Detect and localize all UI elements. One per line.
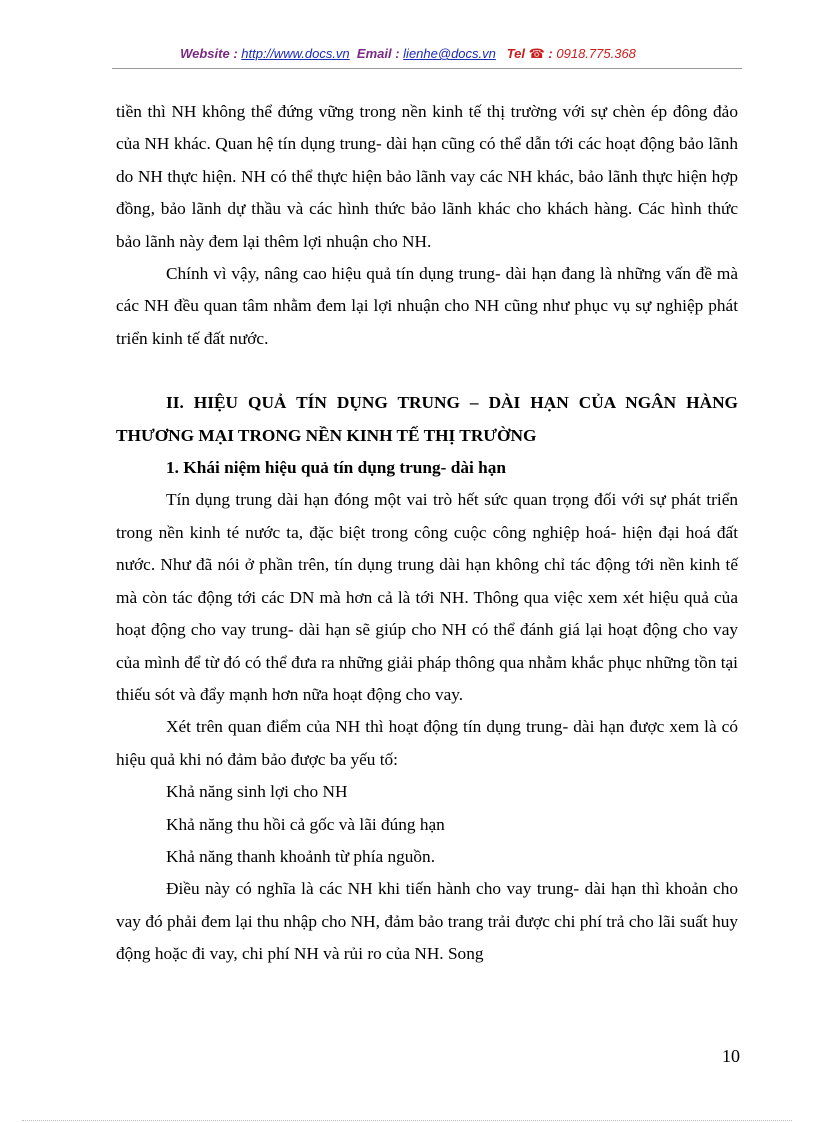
paragraph-3: Tín dụng trung dài hạn đóng một vai trò hết sức quan trọng đối với sự phát triển trong nền kinh té nước ta, đặc biệt trong công cuộc công nghiệp hoá- hiện đại hoá đất nước. Như đã nói ở phần trên, tín dụng trung dài hạn không chỉ tác động tới nền kinh tế mà còn tác động tới các DN mà hơn cả là tới NH. Thông qua việc xem xét hiệu quả của hoạt động cho vay trung- dài hạn sẽ giúp cho NH có thể đánh giá lại hoạt động cho vay của mình để từ đó có thể đưa ra những giải pháp thông qua nhằm khắc phục những tồn tại thiếu sót và đẩy mạnh hơn nữa hoạt động cho vay.	[116, 490, 738, 704]
website-label: Website :	[180, 46, 238, 61]
page-number: 10	[722, 1046, 740, 1066]
tel-value: 0918.775.368	[552, 46, 636, 61]
list-item: Khả năng thanh khoảnh từ phía nguồn.	[166, 846, 436, 866]
paragraph-2: Chính vì vậy, nâng cao hiệu quả tín dụng trung- dài hạn đang là những vấn đề mà các NH đều quan tâm nhằm đem lại lợi nhuận cho NH cũng như phục vụ sự nghiệp phát triển kinh tế đất nước.	[116, 264, 738, 348]
email-label: Email	[356, 46, 392, 61]
page-header	[0, 46, 816, 62]
list-item: Khả năng thu hồi cả gốc và lãi đúng hạn	[166, 814, 445, 834]
header-divider	[112, 68, 742, 69]
subsection-heading: 1. Khái niệm hiệu quả tín dụng trung- dài hạn	[166, 458, 506, 478]
list-item: Khả năng sinh lợi cho NH	[166, 782, 348, 802]
page-bottom-border	[22, 1120, 792, 1121]
email-separator: :	[391, 46, 400, 61]
email-link[interactable]: lienhe@docs.vn	[403, 46, 496, 61]
paragraph-4: Xét trên quan điểm của NH thì hoạt động tín dụng trung- dài hạn được xem là có hiệu quả khi nó đảm bảo được ba yếu tố:	[116, 717, 738, 769]
paragraph-1: tiền thì NH không thể đứng vững trong nền kinh tế thị trường với sự chèn ép đông đảo của NH khác. Quan hệ tín dụng trung- dài hạn cũng có thể dẫn tới các hoạt động bảo lãnh do NH thực hiện. NH có thể thực hiện bảo lãnh vay các NH khác, bảo lãnh thực hiện hợp đồng, bảo lãnh dự thầu và các hình thức bảo lãnh khác cho khách hàng. Các hình thức bảo lãnh này đem lại thêm lợi nhuận cho NH.	[116, 102, 738, 251]
paragraph-spacer	[116, 355, 738, 387]
section-heading: II. HIỆU QUẢ TÍN DỤNG TRUNG – DÀI HẠN CỦA NGÂN HÀNG THƯƠNG MẠI TRONG NỀN KINH TẾ THỊ TRƯỜNG	[116, 393, 738, 445]
paragraph-5: Điều này có nghĩa là các NH khi tiến hành cho vay trung- dài hạn thì khoản cho vay đó phải đem lại thu nhập cho NH, đảm bảo trang trải được chi phí trả cho lãi suất huy động hoặc đi vay, chi phí NH và rủi ro của NH. Song	[116, 879, 738, 964]
tel-label: Tel ☎ :	[506, 46, 553, 61]
website-link[interactable]: http://www.docs.vn	[241, 46, 350, 61]
document-body	[116, 96, 738, 971]
